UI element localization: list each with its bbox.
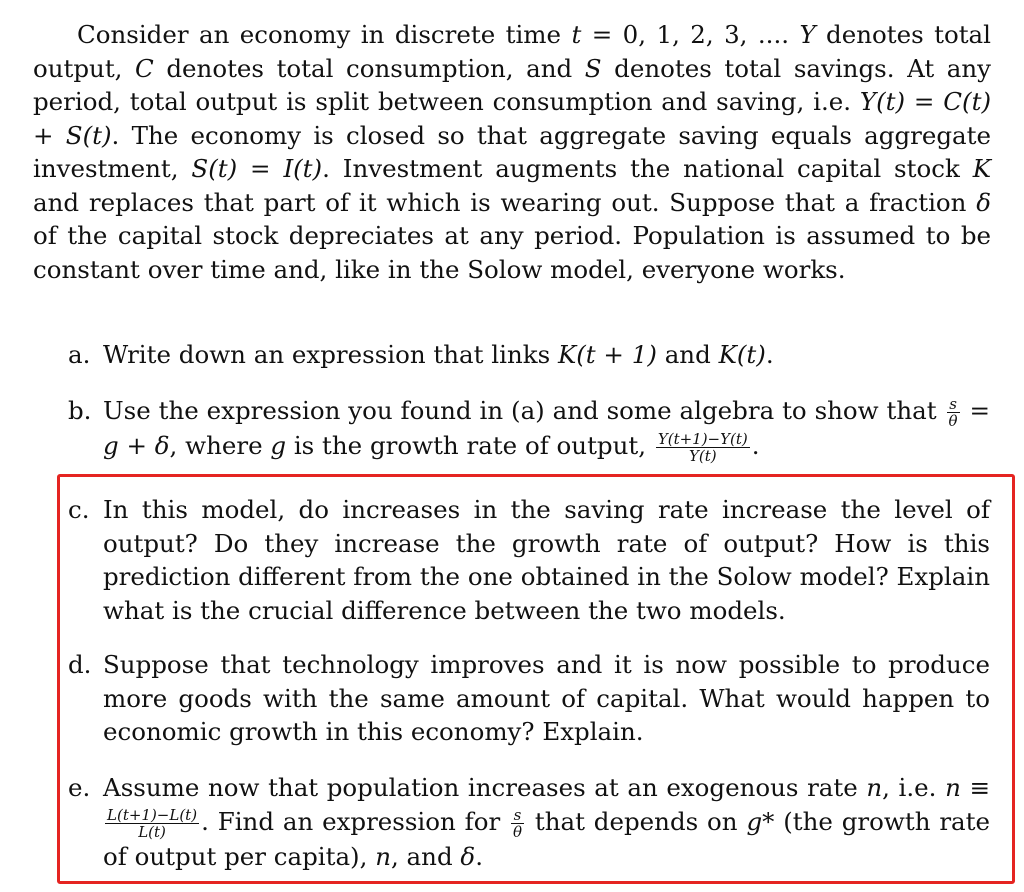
question-text: Assume now that population increases at an exogenous rate n, i.e. n ≡ $\frac{L(t+1)-L(t)}{L(t)}$ . Find an expression for $\frac{s}{\theta}$ that depends on g* (the growth rate of output per capita), n, and δ. xyxy=(103,773,990,871)
fraction-s-over-theta: $\frac{s}{\theta}$ xyxy=(513,805,523,841)
question-a xyxy=(68,338,990,372)
question-text: Use the expression you found in (a) and some algebra to show that $\frac{s}{\theta}$ = g + δ, where g is the growth rate of output, $\frac{Y(t+1)-Y(t)}{Y(t)}$ . xyxy=(103,395,990,465)
question-e xyxy=(68,771,990,873)
question-label: d. xyxy=(68,650,92,679)
question-text: In this model, do increases in the saving rate increase the level of output? Do they increase the growth rate of output? How is this prediction different from the one obtained in the Solow model? Explain what is the crucial difference between the two models. xyxy=(103,495,990,625)
fraction-output-growth: $\frac{Y(t+1)-Y(t)}{Y(t)}$ xyxy=(657,430,748,465)
question-b xyxy=(68,394,990,464)
fraction-population-growth: $\frac{L(t+1)-L(t)}{L(t)}$ xyxy=(107,805,198,841)
question-d xyxy=(68,648,990,749)
question-label: b. xyxy=(68,396,92,425)
intro-paragraph: Consider an economy in discrete time t = 0, 1, 2, 3, .... Y denotes total output, C denotes total consumption, and S denotes total savings. At any period, total output is split between consumption and saving, i.e. Y(t) = C(t) + S(t). The economy is closed so that aggregate saving equals aggregate investment, S(t) = I(t). Investment augments the national capital stock K and replaces that part of it which is wearing out. Suppose that a fraction δ of the capital stock depreciates at any period. Population is assumed to be constant over time and, like in the Solow model, everyone works. xyxy=(33,20,992,284)
question-text: Suppose that technology improves and it is now possible to produce more goods with the same amount of capital. What would happen to economic growth in this economy? Explain. xyxy=(103,650,990,746)
question-text: Write down an expression that links K(t + 1) and K(t). xyxy=(103,340,774,369)
question-label: e. xyxy=(68,773,91,802)
fraction-s-over-theta: $\frac{s}{\theta}$ xyxy=(948,395,958,430)
question-c xyxy=(68,493,990,627)
question-label: a. xyxy=(68,340,91,369)
question-label: c. xyxy=(68,495,90,524)
